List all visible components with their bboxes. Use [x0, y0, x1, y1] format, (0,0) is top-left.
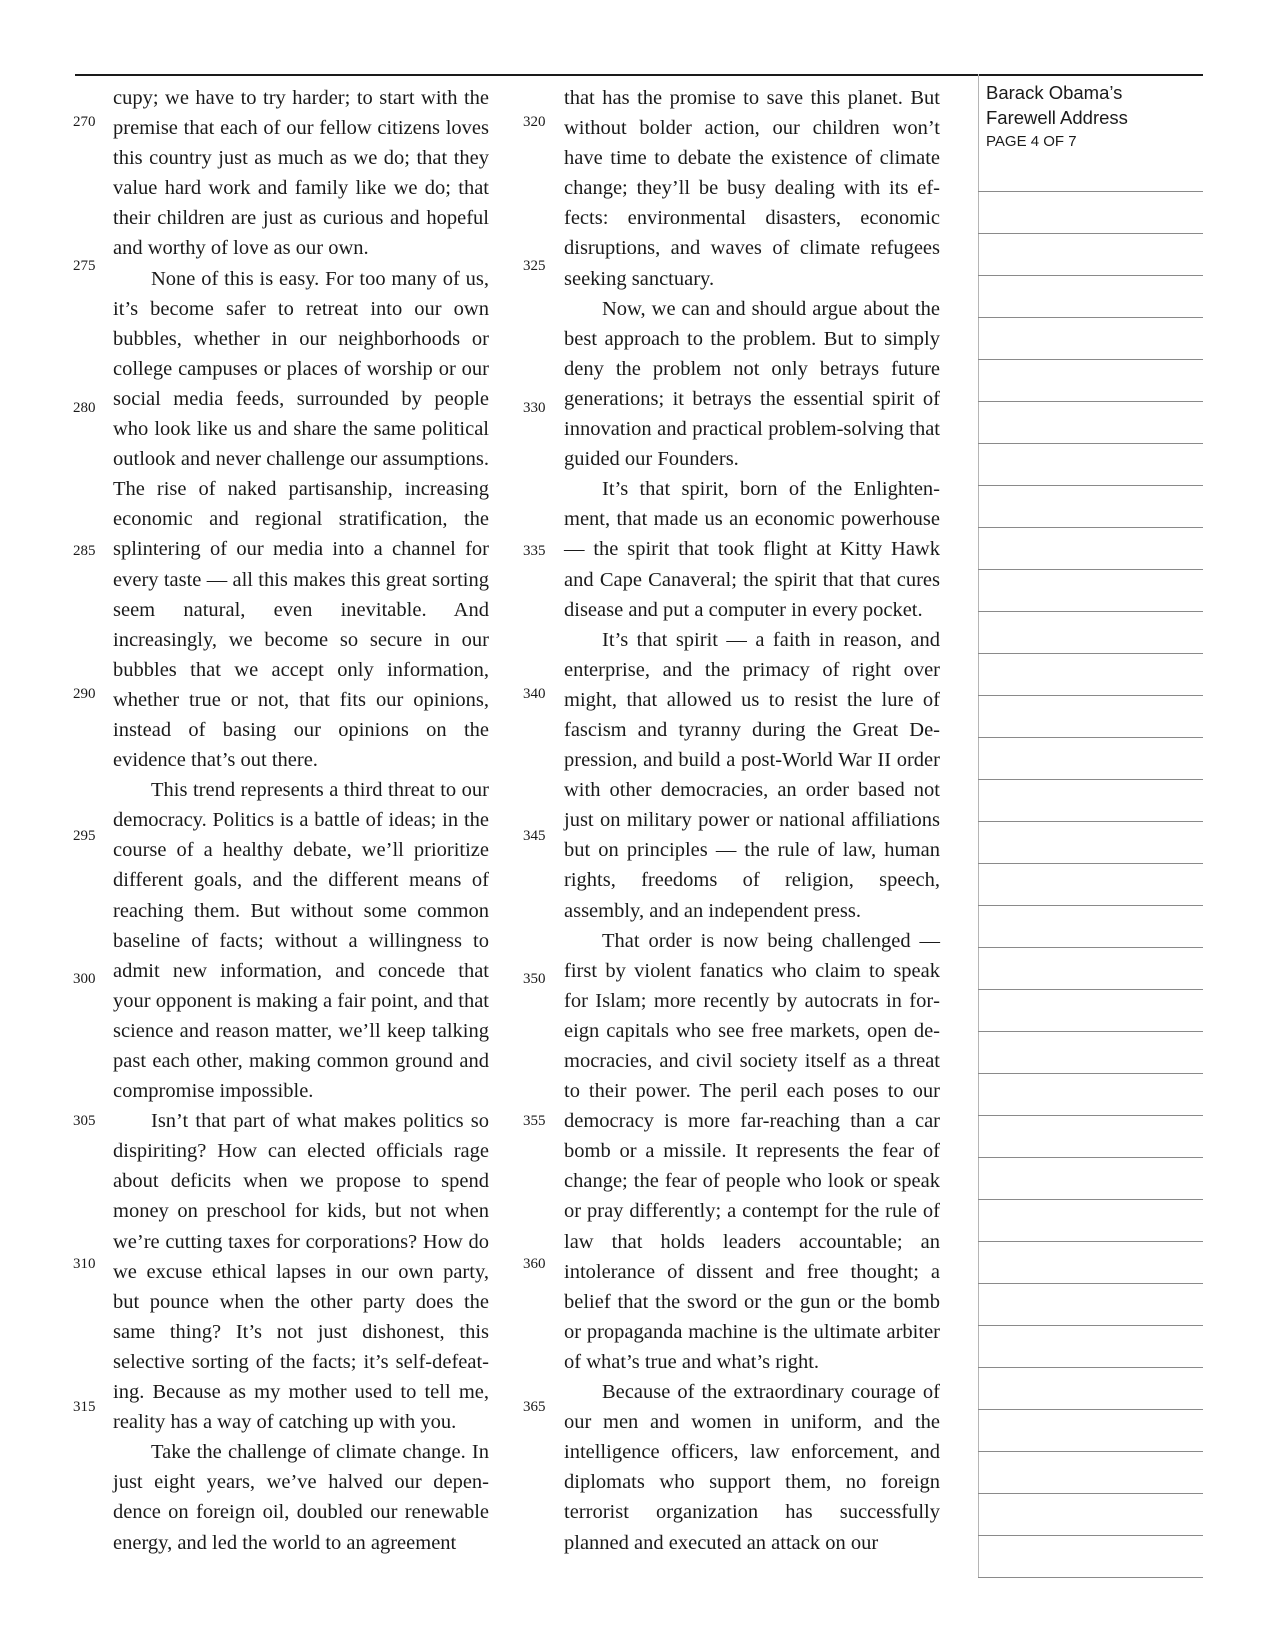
sidebar: [986, 80, 1201, 152]
note-line: [978, 359, 1203, 360]
line-number: 270: [73, 114, 96, 130]
note-line: [978, 821, 1203, 822]
note-line: [978, 863, 1203, 864]
note-line: [978, 569, 1203, 570]
line-number: 350: [523, 971, 546, 987]
line-number: 275: [73, 258, 96, 274]
text-column-left: [113, 83, 489, 1558]
note-line: [978, 1283, 1203, 1284]
line-number: 355: [523, 1113, 546, 1129]
note-line: [978, 905, 1203, 906]
note-line: [978, 1073, 1203, 1074]
sidebar-divider: [978, 74, 979, 1578]
line-number: 280: [73, 400, 96, 416]
note-line: [978, 1157, 1203, 1158]
paragraph: That order is now being challenged — first by violent fanatics who claim to speak for Islam; more recently by autocrats in foreign capitals who see free markets, open democracies, and civil society itself as a threat to their power. The peril each poses to our democracy is more far-reaching than a car bomb or a missile. It represents the fear of change; the fear of people who look or speak or pray differently; a contempt for the rule of law that holds leaders accountable; an intolerance of dissent and free thought; a belief that the sword or the gun or the bomb or propaganda machine is the ultimate arbiter of what’s true and what’s right.: [564, 929, 940, 1373]
note-line: [978, 1325, 1203, 1326]
note-line: [978, 1367, 1203, 1368]
note-line: [978, 275, 1203, 276]
note-line: [978, 401, 1203, 402]
line-number: 320: [523, 114, 546, 130]
paragraph: Take the challenge of climate change. In just eight years, we’ve halved our dependence on foreign oil, doubled our renewable energy, and led the world to an agreement: [113, 1441, 489, 1554]
note-line: [978, 1577, 1203, 1578]
note-line: [978, 1409, 1203, 1410]
note-line: [978, 1199, 1203, 1200]
note-line: [978, 779, 1203, 780]
line-number: 300: [73, 971, 96, 987]
note-line: [978, 1535, 1203, 1536]
paragraph: cupy; we have to try harder; to start with the premise that each of our fellow citizens loves this country just as much as we do; that they value hard work and family like we do; that their children are just as curious and hopeful and worthy of love as our own.: [113, 87, 489, 260]
page-indicator: PAGE 4 OF 7: [986, 133, 1077, 150]
note-line: [978, 443, 1203, 444]
text-column-right: [564, 83, 940, 1558]
note-line: [978, 527, 1203, 528]
note-line: [978, 947, 1203, 948]
note-line: [978, 1115, 1203, 1116]
paragraph: Isn’t that part of what makes politics so dispiriting? How can elected officials rage about deficits when we propose to spend money on preschool for kids, but not when we’re cutting taxes for corporations? How do we excuse ethical lapses in our own party, but pounce when the other party does the same thing? It’s not just dishonest, this selective sorting of the facts; it’s self-defeating. Because as my mother used to tell me, reality has a way of catching up with you.: [113, 1110, 489, 1434]
line-number: 365: [523, 1399, 546, 1415]
paragraph: Because of the extraordinary courage of our men and women in uniform, and the intelligence officers, law enforcement, and diplomats who support them, no foreign terrorist organization has successfully planned and executed an attack on our: [564, 1381, 940, 1554]
line-number: 335: [523, 543, 546, 559]
paragraph: None of this is easy. For too many of us, it’s become safer to retreat into our own bubbles, whether in our neighborhoods or college campuses or places of worship or our social media feeds, surrounded by people who look like us and share the same political outlook and never challenge our assumptions. The rise of naked partisanship, increasing economic and regional stratification, the splintering of our media into a channel for every taste — all this makes this great sorting seem natural, even inevitable. And increasingly, we become so secure in our bubbles that we accept only information, whether true or not, that fits our opinions, instead of basing our opinions on the evidence that’s out there.: [113, 267, 489, 772]
paragraph: that has the promise to save this planet. But without bolder action, our children won’t have time to debate the existence of climate change; they’ll be busy dealing with its effects: environmental disasters, economic disruptions, and waves of climate refugees seeking sanctuary.: [564, 87, 940, 290]
note-line: [978, 737, 1203, 738]
paragraph: This trend represents a third threat to our democracy. Politics is a battle of ideas; in the course of a healthy debate, we’ll prioritize different goals, and the different means of reaching them. But without some common baseline of facts; without a willingness to admit new information, and concede that your opponent is making a fair point, and that science and reason matter, we’ll keep talking past each other, making common ground and compromise impossible.: [113, 779, 489, 1103]
note-line: [978, 485, 1203, 486]
line-number: 305: [73, 1113, 96, 1129]
paragraph: Now, we can and should argue about the best approach to the problem. But to simply deny the problem not only betrays future generations; it betrays the essential spirit of innovation and practical problem-solving that guided our Founders.: [564, 297, 940, 471]
note-line: [978, 1241, 1203, 1242]
note-line: [978, 611, 1203, 612]
note-line: [978, 317, 1203, 318]
note-line: [978, 1451, 1203, 1452]
note-line: [978, 1493, 1203, 1494]
note-line: [978, 989, 1203, 990]
note-line: [978, 1031, 1203, 1032]
line-number: 360: [523, 1256, 546, 1272]
document-subtitle: Farewell Address: [986, 107, 1128, 128]
note-line: [978, 233, 1203, 234]
line-number: 285: [73, 543, 96, 559]
line-number: 325: [523, 258, 546, 274]
note-line: [978, 695, 1203, 696]
line-number: 295: [73, 828, 96, 844]
note-line: [978, 191, 1203, 192]
note-line: [978, 653, 1203, 654]
top-rule: [75, 74, 1203, 76]
document-title: Barack Obama’s: [986, 82, 1123, 103]
line-number: 315: [73, 1399, 96, 1415]
line-number: 345: [523, 828, 546, 844]
paragraph: It’s that spirit — a faith in reason, and enterprise, and the primacy of right over might, that allowed us to resist the lure of fascism and tyranny during the Great Depression, and build a post-World War II order with other democracies, an order based not just on military power or national affiliations but on principles — the rule of law, human rights, freedoms of religion, speech, assembly, and an independent press.: [564, 628, 940, 922]
line-number: 330: [523, 400, 546, 416]
line-number: 310: [73, 1256, 96, 1272]
paragraph: It’s that spirit, born of the Enlightenment, that made us an economic powerhouse — the spirit that took flight at Kitty Hawk and Cape Canaveral; the spirit that that cures disease and put a computer in every pocket.: [564, 478, 940, 621]
line-number: 340: [523, 686, 546, 702]
line-number: 290: [73, 686, 96, 702]
